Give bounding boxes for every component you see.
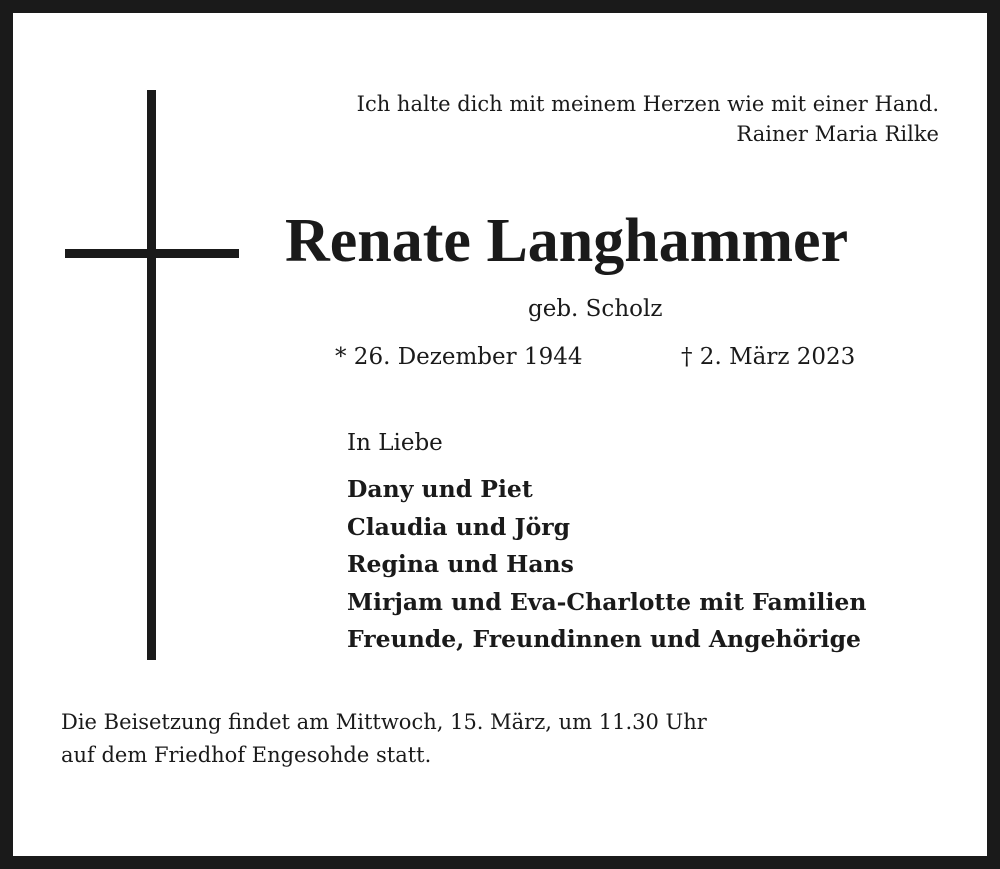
funeral-line-1: Die Beisetzung findet am Mittwoch, 15. März, um 11.30 Uhr: [61, 710, 707, 734]
death-date: † 2. März 2023: [681, 344, 856, 370]
funeral-notice: [61, 706, 707, 772]
mourner-entry: Mirjam und Eva-Charlotte mit Familien: [347, 587, 867, 616]
mourner-entry: Claudia und Jörg: [347, 512, 571, 541]
quote-text: Ich halte dich mit meinem Herzen wie mit einer Hand.: [356, 92, 939, 116]
epigraph-quote: [239, 89, 939, 149]
mourner-entry: Regina und Hans: [347, 550, 574, 578]
mourner-entry: Freunde, Freundinnen und Angehörige: [347, 625, 861, 653]
birth-name: geb. Scholz: [528, 296, 663, 322]
deceased-name: Renate Langhammer: [285, 207, 849, 275]
quote-author: Rainer Maria Rilke: [736, 122, 939, 146]
mourners-intro: In Liebe: [347, 430, 443, 456]
funeral-line-2: auf dem Friedhof Engesohde statt.: [61, 743, 432, 767]
cross-horizontal-bar: [65, 249, 239, 258]
mourners-list: [347, 471, 866, 659]
cross-vertical-bar: [147, 90, 156, 660]
birth-date: * 26. Dezember 1944: [335, 344, 583, 370]
mourner-entry: Dany und Piet: [347, 475, 533, 503]
